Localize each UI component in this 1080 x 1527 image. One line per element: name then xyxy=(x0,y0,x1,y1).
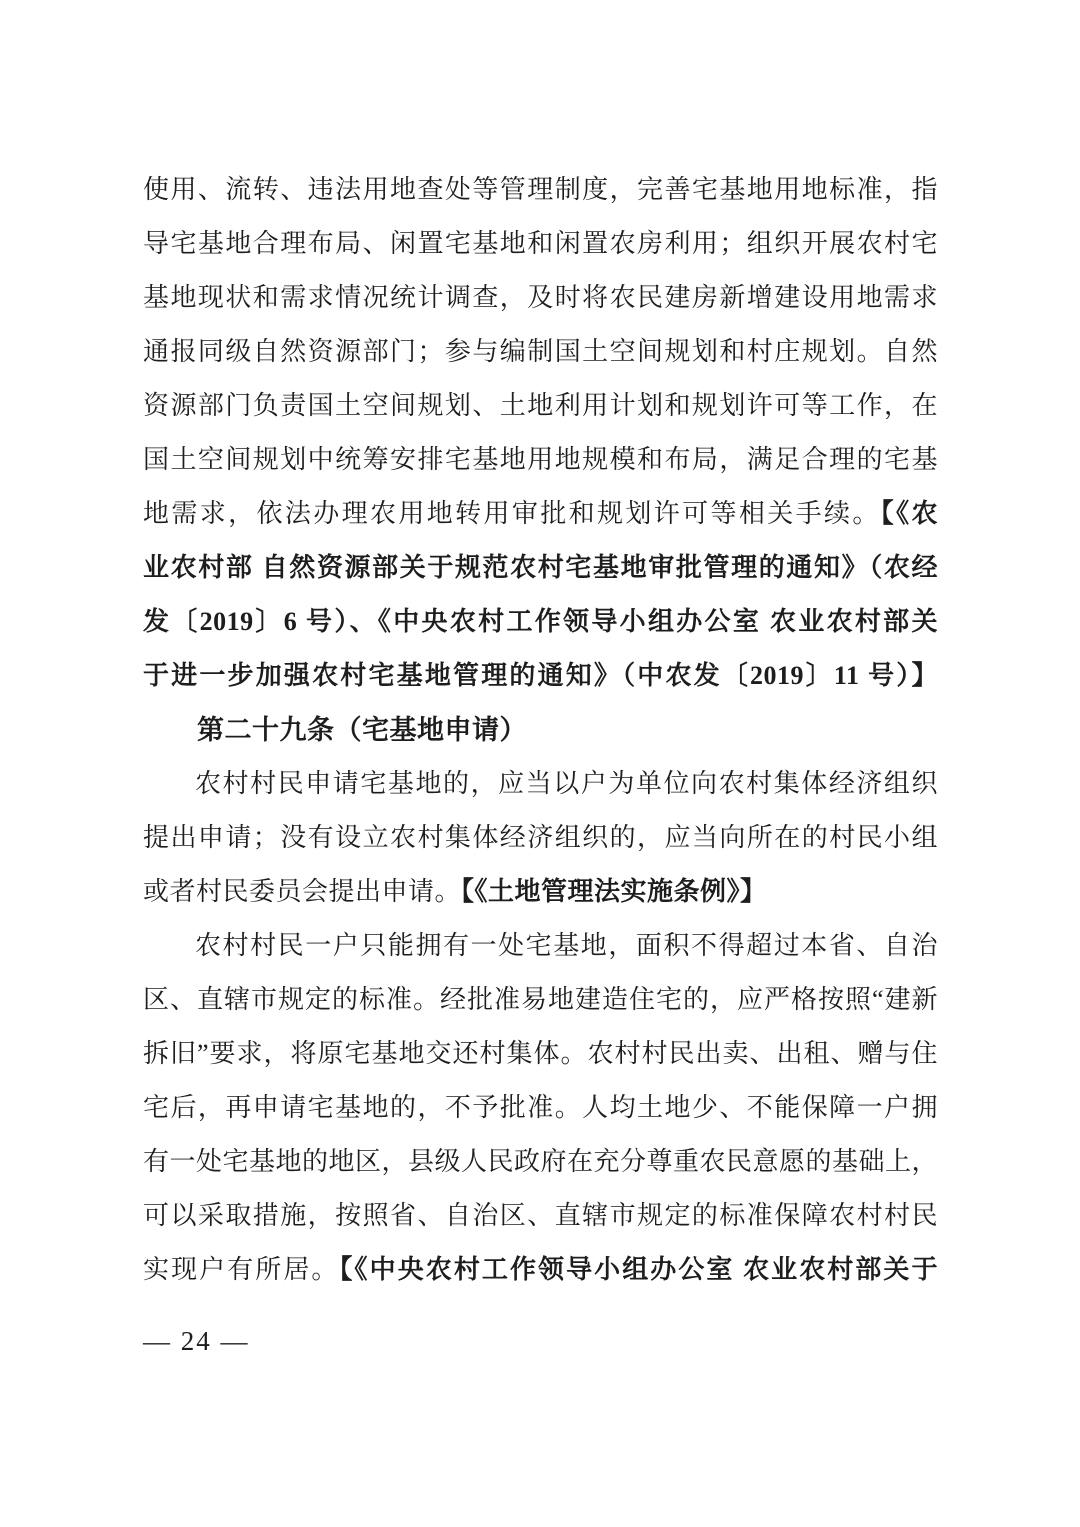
text-line xyxy=(143,1135,938,1189)
text-line xyxy=(143,865,938,919)
text-line xyxy=(143,1081,938,1135)
citation-text: 于进一步加强农村宅基地管理的通知》（中农发〔2019〕11 号）】 xyxy=(143,661,938,690)
body-text: 资源部门负责国土空间规划、土地利用计划和规划许可等工作，在 xyxy=(143,391,938,420)
text-line xyxy=(143,379,938,433)
text-line xyxy=(143,487,938,541)
body-text: 区、直辖市规定的标准。经批准易地建造住宅的，应严格按照“建新 xyxy=(143,985,938,1014)
body-text: 宅后，再申请宅基地的，不予批准。人均土地少、不能保障一户拥 xyxy=(143,1093,938,1122)
body-text: 或者村民委员会提出申请。 xyxy=(143,877,462,906)
body-text: 提出申请；没有设立农村集体经济组织的，应当向所在的村民小组 xyxy=(143,823,938,852)
text-line xyxy=(143,757,938,811)
text-line xyxy=(143,217,938,271)
body-text: 农村村民申请宅基地的，应当以户为单位向农村集体经济组织 xyxy=(195,769,938,798)
text-line xyxy=(143,271,938,325)
document-body xyxy=(143,163,938,1297)
citation-text: 发〔2019〕6 号）、《中央农村工作领导小组办公室 农业农村部关 xyxy=(143,607,938,636)
text-line xyxy=(143,325,938,379)
body-text: 国土空间规划中统筹安排宅基地用地规模和布局，满足合理的宅基 xyxy=(143,445,938,474)
body-text: 通报同级自然资源部门；参与编制国土空间规划和村庄规划。自然 xyxy=(143,337,938,366)
text-line xyxy=(143,649,938,703)
citation-text: 【《土地管理法实施条例》】 xyxy=(461,877,767,906)
citation-text: 第二十九条（宅基地申请） xyxy=(197,715,527,745)
text-line xyxy=(143,163,938,217)
page-number xyxy=(143,1326,250,1357)
body-text: 可以采取措施，按照省、自治区、直辖市规定的标准保障农村村民 xyxy=(143,1201,938,1230)
page-number-text: — 24 — xyxy=(143,1326,250,1356)
citation-text: 【《农 xyxy=(880,499,938,528)
body-text: 实现户有所居。 xyxy=(143,1255,340,1284)
body-text: 导宅基地合理布局、闲置宅基地和闲置农房利用；组织开展农村宅 xyxy=(143,229,938,258)
text-line xyxy=(143,433,938,487)
text-line xyxy=(143,1243,938,1297)
body-text: 使用、流转、违法用地查处等管理制度，完善宅基地用地标准，指 xyxy=(143,175,938,204)
body-text: 基地现状和需求情况统计调查，及时将农民建房新增建设用地需求 xyxy=(143,283,938,312)
text-line xyxy=(143,811,938,865)
text-line xyxy=(143,1027,938,1081)
text-line xyxy=(143,1189,938,1243)
citation-text: 业农村部 自然资源部关于规范农村宅基地审批管理的通知》（农经 xyxy=(143,553,938,582)
text-line xyxy=(143,919,938,973)
text-line xyxy=(143,973,938,1027)
body-text: 农村村民一户只能拥有一处宅基地，面积不得超过本省、自治 xyxy=(195,931,938,960)
body-text: 拆旧”要求，将原宅基地交还村集体。农村村民出卖、出租、赠与住 xyxy=(143,1039,938,1068)
text-line xyxy=(143,595,938,649)
body-text: 地需求，依法办理农用地转用审批和规划许可等相关手续。 xyxy=(143,499,881,528)
body-text: 有一处宅基地的地区，县级人民政府在充分尊重农民意愿的基础上， xyxy=(143,1147,938,1176)
text-line xyxy=(143,541,938,595)
citation-text: 【《中央农村工作领导小组办公室 农业农村部关于 xyxy=(339,1255,938,1284)
article-heading xyxy=(143,703,938,757)
